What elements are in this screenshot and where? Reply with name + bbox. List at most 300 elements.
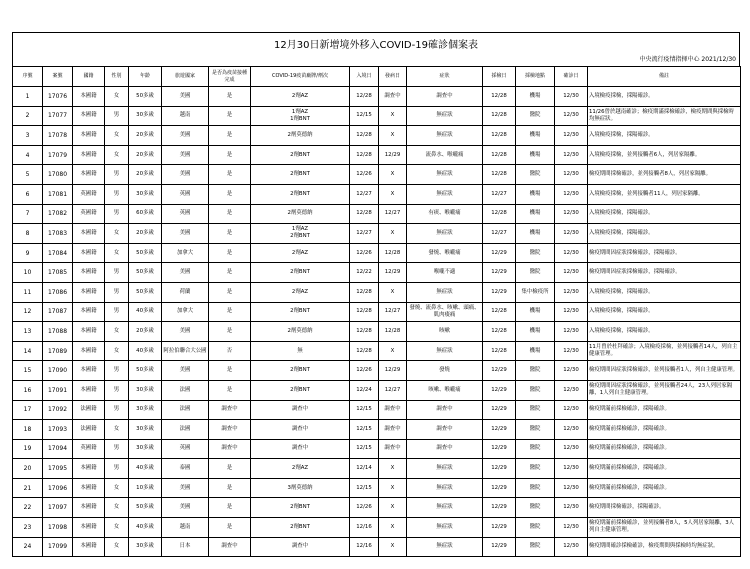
table-cell: 12/30 xyxy=(555,302,588,322)
table-row xyxy=(13,204,741,224)
table-cell: 40多歲 xyxy=(129,518,162,538)
table-cell: 本國籍 xyxy=(73,459,105,479)
table-cell: 女 xyxy=(105,126,129,146)
table-cell: 17078 xyxy=(43,126,73,146)
table-cell: 11月曾於杜拜確診；入境檢疫採檢，並列接觸者14人，列自主健康管理。 xyxy=(588,341,741,361)
table-row xyxy=(13,243,741,263)
table-cell: 醫院 xyxy=(516,243,555,263)
table-cell: 12/30 xyxy=(555,380,588,400)
table-cell: 12/30 xyxy=(555,126,588,146)
table-cell: 機場 xyxy=(516,341,555,361)
table-cell: 40多歲 xyxy=(129,341,162,361)
table-cell: 60多歲 xyxy=(129,204,162,224)
table-cell: 17076 xyxy=(43,87,73,107)
table-cell: 12/30 xyxy=(555,184,588,204)
table-cell: 集中檢疫所 xyxy=(516,282,555,302)
table-cell: 醫院 xyxy=(516,537,555,557)
table-cell: 機場 xyxy=(516,87,555,107)
table-cell: 越南 xyxy=(162,518,209,538)
table-cell: 2 xyxy=(13,106,43,126)
table-cell: 英國籍 xyxy=(73,439,105,459)
table-cell: 40多歲 xyxy=(129,459,162,479)
table-cell: 是 xyxy=(209,87,251,107)
table-cell: 7 xyxy=(13,204,43,224)
table-cell: 入境檢疫採檢，採陽確診。 xyxy=(588,126,741,146)
table-cell: 男 xyxy=(105,400,129,420)
table-cell: 11/26曾於越南確診；檢疫期滿採檢確診，檢疫期間與採檢時均無症狀。 xyxy=(588,106,741,126)
column-header: 旅遊國家 xyxy=(162,67,209,87)
table-cell: 30多歲 xyxy=(129,380,162,400)
table-cell: 17093 xyxy=(43,420,73,440)
table-cell: 2劑BNT xyxy=(251,361,350,381)
table-cell: 本國籍 xyxy=(73,106,105,126)
table-cell: 17087 xyxy=(43,302,73,322)
table-row xyxy=(13,518,741,538)
table-cell: 男 xyxy=(105,439,129,459)
table-cell: 檢疫期滿前採檢確診，採陽確診。 xyxy=(588,459,741,479)
table-cell: 無症狀 xyxy=(407,106,483,126)
table-cell: 17079 xyxy=(43,145,73,165)
table-cell: 12/28 xyxy=(483,87,516,107)
table-cell: 22 xyxy=(13,498,43,518)
table-cell: 1 xyxy=(13,87,43,107)
table-cell: 17092 xyxy=(43,400,73,420)
table-cell: X xyxy=(379,478,407,498)
table-cell: 入境檢疫採檢，採陽確診。 xyxy=(588,204,741,224)
table-cell: 12/26 xyxy=(350,361,379,381)
table-cell: 12/27 xyxy=(379,302,407,322)
column-header: 年齡 xyxy=(129,67,162,87)
table-cell: 1劑AZ 2劑BNT xyxy=(251,224,350,244)
table-cell: 是 xyxy=(209,165,251,185)
table-cell: 12/29 xyxy=(483,518,516,538)
table-cell: 50多歲 xyxy=(129,263,162,283)
table-cell: 女 xyxy=(105,478,129,498)
table-cell: 12/29 xyxy=(483,498,516,518)
table-cell: 16 xyxy=(13,380,43,400)
table-cell: 調查中 xyxy=(251,537,350,557)
table-cell: 醫院 xyxy=(516,380,555,400)
table-cell: 美國 xyxy=(162,126,209,146)
table-cell: 30多歲 xyxy=(129,400,162,420)
table-cell: 12/28 xyxy=(350,204,379,224)
table-body xyxy=(13,87,741,557)
table-cell: 12/30 xyxy=(555,498,588,518)
table-row xyxy=(13,322,741,342)
table-cell: 本國籍 xyxy=(73,263,105,283)
table-cell: 12/27 xyxy=(379,380,407,400)
table-cell: 是 xyxy=(209,302,251,322)
table-cell: 12/27 xyxy=(483,184,516,204)
table-cell: 2劑BNT xyxy=(251,145,350,165)
table-row xyxy=(13,106,741,126)
table-cell: 檢疫期間採檢確診，並列接觸者8人，列居家隔離。 xyxy=(588,165,741,185)
table-cell: 發燒、流鼻水、咳嗽、頭痛、肌肉痠痛 xyxy=(407,302,483,322)
table-row xyxy=(13,400,741,420)
table-cell: 12/30 xyxy=(555,224,588,244)
table-cell: 50多歲 xyxy=(129,243,162,263)
table-cell: 23 xyxy=(13,518,43,538)
table-cell: 本國籍 xyxy=(73,498,105,518)
table-cell: 醫院 xyxy=(516,263,555,283)
table-cell: 12/15 xyxy=(350,400,379,420)
table-cell: 無症狀 xyxy=(407,341,483,361)
table-cell: 17 xyxy=(13,400,43,420)
table-cell: 檢疫期滿前採檢確診，採陽確診。 xyxy=(588,478,741,498)
table-cell: 20多歲 xyxy=(129,322,162,342)
table-cell: 12/16 xyxy=(350,537,379,557)
table-cell: 5 xyxy=(13,165,43,185)
table-row xyxy=(13,341,741,361)
table-cell: 20多歲 xyxy=(129,126,162,146)
table-cell: 醫院 xyxy=(516,106,555,126)
table-cell: 法國籍 xyxy=(73,400,105,420)
table-cell: 12/29 xyxy=(483,459,516,479)
table-cell: 是 xyxy=(209,498,251,518)
table-cell: X xyxy=(379,459,407,479)
table-cell: 1劑AZ 1劑BNT xyxy=(251,106,350,126)
table-cell: 10 xyxy=(13,263,43,283)
column-header: 症狀 xyxy=(407,67,483,87)
table-cell: 12/30 xyxy=(555,478,588,498)
table-cell: 17080 xyxy=(43,165,73,185)
table-cell: 檢疫期間確診採檢確診，檢疫期間與採檢時均無症狀。 xyxy=(588,537,741,557)
table-cell: 機場 xyxy=(516,204,555,224)
table-cell: 調查中 xyxy=(251,439,350,459)
table-cell: 12/24 xyxy=(350,380,379,400)
table-cell: 醫院 xyxy=(516,361,555,381)
table-cell: 是 xyxy=(209,380,251,400)
table-cell: 美國 xyxy=(162,263,209,283)
table-cell: X xyxy=(379,184,407,204)
table-cell: 30多歲 xyxy=(129,184,162,204)
table-cell: 17077 xyxy=(43,106,73,126)
table-cell: 是 xyxy=(209,478,251,498)
table-row xyxy=(13,361,741,381)
table-cell: 50多歲 xyxy=(129,361,162,381)
table-cell: 機場 xyxy=(516,145,555,165)
table-cell: 12/30 xyxy=(555,459,588,479)
table-cell: 本國籍 xyxy=(73,518,105,538)
table-cell: 21 xyxy=(13,478,43,498)
table-cell: 12/30 xyxy=(555,204,588,224)
table-cell: 12/28 xyxy=(350,322,379,342)
table-cell: 調查中 xyxy=(379,439,407,459)
table-cell: 調查中 xyxy=(209,439,251,459)
table-cell: 無症狀 xyxy=(407,518,483,538)
table-cell: 12/27 xyxy=(350,184,379,204)
table-cell: 12/26 xyxy=(350,165,379,185)
table-cell: 12/30 xyxy=(555,282,588,302)
table-cell: 12/28 xyxy=(350,341,379,361)
table-cell: 本國籍 xyxy=(73,341,105,361)
table-cell: 喉嚨不適 xyxy=(407,263,483,283)
table-cell: 2劑BNT xyxy=(251,518,350,538)
table-cell: 本國籍 xyxy=(73,87,105,107)
table-cell: 無症狀 xyxy=(407,537,483,557)
table-cell: 女 xyxy=(105,224,129,244)
table-cell: X xyxy=(379,282,407,302)
table-cell: 12/29 xyxy=(483,380,516,400)
table-cell: 調查中 xyxy=(379,420,407,440)
table-cell: X xyxy=(379,106,407,126)
table-cell: 14 xyxy=(13,341,43,361)
table-cell: 17085 xyxy=(43,263,73,283)
table-cell: 男 xyxy=(105,361,129,381)
table-cell: 男 xyxy=(105,184,129,204)
table-cell: 2劑BNT xyxy=(251,498,350,518)
table-row xyxy=(13,126,741,146)
table-cell: 本國籍 xyxy=(73,224,105,244)
table-cell: 12/30 xyxy=(555,439,588,459)
table-cell: 12/28 xyxy=(483,106,516,126)
table-cell: 男 xyxy=(105,263,129,283)
table-cell: 17095 xyxy=(43,459,73,479)
table-cell: 女 xyxy=(105,243,129,263)
table-cell: 12/30 xyxy=(555,341,588,361)
table-cell: 調查中 xyxy=(251,400,350,420)
table-cell: 醫院 xyxy=(516,400,555,420)
table-cell: 30多歲 xyxy=(129,106,162,126)
table-row xyxy=(13,498,741,518)
table-row xyxy=(13,439,741,459)
table-cell: 12/28 xyxy=(350,126,379,146)
case-table-sheet xyxy=(12,32,740,557)
table-cell: 日本 xyxy=(162,537,209,557)
table-cell: 15 xyxy=(13,361,43,381)
table-cell: 12/15 xyxy=(350,106,379,126)
table-cell: 本國籍 xyxy=(73,282,105,302)
table-cell: 是 xyxy=(209,263,251,283)
table-cell: 20多歲 xyxy=(129,224,162,244)
table-cell: 是 xyxy=(209,322,251,342)
table-cell: 12/30 xyxy=(555,145,588,165)
table-cell: 美國 xyxy=(162,478,209,498)
table-cell: 是 xyxy=(209,145,251,165)
table-cell: 6 xyxy=(13,184,43,204)
table-cell: 調查中 xyxy=(251,420,350,440)
table-cell: 咳嗽、喉嚨痛 xyxy=(407,380,483,400)
table-cell: 泰國 xyxy=(162,459,209,479)
column-header: COVID-19疫苗廠牌/劑次 xyxy=(251,67,350,87)
table-cell: 本國籍 xyxy=(73,322,105,342)
table-cell: 12/27 xyxy=(379,204,407,224)
table-cell: 12/14 xyxy=(350,459,379,479)
table-cell: 12/28 xyxy=(483,145,516,165)
table-cell: 2劑BNT xyxy=(251,380,350,400)
table-cell: 醫院 xyxy=(516,420,555,440)
table-cell: 入境檢疫採檢，採陽確診。 xyxy=(588,322,741,342)
table-cell: 12/16 xyxy=(350,518,379,538)
table-cell: 醫院 xyxy=(516,518,555,538)
table-cell: 3 xyxy=(13,126,43,146)
table-cell: X xyxy=(379,518,407,538)
table-cell: 2劑AZ xyxy=(251,243,350,263)
table-row xyxy=(13,224,741,244)
table-cell: 美國 xyxy=(162,361,209,381)
table-cell: 17089 xyxy=(43,341,73,361)
table-cell: 12/29 xyxy=(379,361,407,381)
table-cell: 12/30 xyxy=(555,361,588,381)
table-cell: 是 xyxy=(209,106,251,126)
table-cell: 英國 xyxy=(162,439,209,459)
table-cell: 檢疫期間因症狀採檢確診，並列接觸者24人，23人列居家隔離，1人列自主健康管理。 xyxy=(588,380,741,400)
table-cell: 調查中 xyxy=(407,439,483,459)
table-cell: 17098 xyxy=(43,518,73,538)
table-cell: 法國 xyxy=(162,420,209,440)
table-cell: 本國籍 xyxy=(73,361,105,381)
table-cell: 檢疫期滿前採檢確診，採陽確診。 xyxy=(588,420,741,440)
table-cell: 30多歲 xyxy=(129,420,162,440)
table-cell: 17090 xyxy=(43,361,73,381)
table-cell: 12/30 xyxy=(555,263,588,283)
table-cell: 12/26 xyxy=(350,243,379,263)
table-cell: 檢疫期間因症狀採檢確診，採陽確診。 xyxy=(588,263,741,283)
table-cell: X xyxy=(379,341,407,361)
table-cell: 20多歲 xyxy=(129,145,162,165)
table-cell: 12/28 xyxy=(483,165,516,185)
table-cell: 醫院 xyxy=(516,498,555,518)
table-row xyxy=(13,459,741,479)
table-cell: 加拿大 xyxy=(162,243,209,263)
table-cell: 女 xyxy=(105,145,129,165)
table-cell: 2劑AZ xyxy=(251,87,350,107)
table-cell: 入境檢疫採檢，採陽確診。 xyxy=(588,224,741,244)
table-cell: 50多歲 xyxy=(129,498,162,518)
column-header: 採檢日 xyxy=(483,67,516,87)
table-cell: 男 xyxy=(105,165,129,185)
table-cell: 12/28 xyxy=(483,302,516,322)
table-cell: 本國籍 xyxy=(73,126,105,146)
table-cell: 美國 xyxy=(162,145,209,165)
table-cell: 12/27 xyxy=(483,224,516,244)
table-cell: 調查中 xyxy=(407,400,483,420)
table-cell: 12/15 xyxy=(350,439,379,459)
table-cell: 法國 xyxy=(162,400,209,420)
table-cell: 調查中 xyxy=(209,420,251,440)
table-cell: 8 xyxy=(13,224,43,244)
table-cell: 女 xyxy=(105,420,129,440)
table-cell: 無症狀 xyxy=(407,498,483,518)
column-header: 發病日 xyxy=(379,67,407,87)
table-cell: 發燒 xyxy=(407,361,483,381)
table-cell: 12/29 xyxy=(483,243,516,263)
table-cell: 入境檢疫採檢，並列接觸者6人，列居家隔離。 xyxy=(588,145,741,165)
table-cell: 17082 xyxy=(43,204,73,224)
table-cell: 檢疫期間因症狀採檢確診，採陽確診。 xyxy=(588,243,741,263)
table-cell: 女 xyxy=(105,341,129,361)
table-cell: 12/29 xyxy=(483,537,516,557)
table-cell: 12/15 xyxy=(350,420,379,440)
table-cell: 19 xyxy=(13,439,43,459)
table-cell: 12/29 xyxy=(483,361,516,381)
table-cell: 12/30 xyxy=(555,87,588,107)
table-cell: 無症狀 xyxy=(407,459,483,479)
table-cell: 檢疫期滿前採檢確診，採陽確診。 xyxy=(588,439,741,459)
table-row xyxy=(13,478,741,498)
column-header: 備註 xyxy=(588,67,741,87)
table-cell: 12/28 xyxy=(350,145,379,165)
table-cell: 檢疫期滿前採檢確診，並列接觸者8人，5人列居家隔離，3人列自主健康管理。 xyxy=(588,518,741,538)
table-cell: 機場 xyxy=(516,302,555,322)
table-cell: 本國籍 xyxy=(73,302,105,322)
table-cell: 本國籍 xyxy=(73,537,105,557)
table-cell: 無症狀 xyxy=(407,184,483,204)
table-cell: 調查中 xyxy=(407,87,483,107)
table-cell: 檢疫期間採檢確診，採陽確診。 xyxy=(588,498,741,518)
table-cell: 美國 xyxy=(162,165,209,185)
table-cell: 12/29 xyxy=(483,282,516,302)
table-cell: 10多歲 xyxy=(129,478,162,498)
table-cell: 是 xyxy=(209,126,251,146)
column-header: 是否為疫苗接種完成 xyxy=(209,67,251,87)
table-cell: 是 xyxy=(209,204,251,224)
table-cell: 12/30 xyxy=(555,420,588,440)
table-cell: 女 xyxy=(105,322,129,342)
table-cell: 荷蘭 xyxy=(162,282,209,302)
table-cell: 美國 xyxy=(162,322,209,342)
table-cell: 17097 xyxy=(43,498,73,518)
table-cell: 男 xyxy=(105,204,129,224)
table-cell: 12/28 xyxy=(350,302,379,322)
table-row xyxy=(13,380,741,400)
table-cell: 醫院 xyxy=(516,478,555,498)
table-cell: 13 xyxy=(13,322,43,342)
source-line: 中央流行疫情指揮中心 2021/12/30 xyxy=(12,53,740,66)
table-cell: 12/29 xyxy=(379,263,407,283)
table-cell: X xyxy=(379,498,407,518)
table-cell: 30多歲 xyxy=(129,537,162,557)
table-row xyxy=(13,420,741,440)
table-cell: 入境檢疫採檢，採陽確診。 xyxy=(588,302,741,322)
table-cell: 4 xyxy=(13,145,43,165)
table-cell: 17084 xyxy=(43,243,73,263)
table-cell: 醫院 xyxy=(516,439,555,459)
table-cell: 英國籍 xyxy=(73,184,105,204)
table-cell: 是 xyxy=(209,243,251,263)
table-cell: 無症狀 xyxy=(407,478,483,498)
table-cell: 是 xyxy=(209,224,251,244)
table-cell: 是 xyxy=(209,282,251,302)
column-header: 採檢地點 xyxy=(516,67,555,87)
table-cell: 有痰、喉嚨痛 xyxy=(407,204,483,224)
table-cell: 12/29 xyxy=(483,478,516,498)
table-cell: 是 xyxy=(209,459,251,479)
table-cell: 男 xyxy=(105,380,129,400)
column-header: 國籍 xyxy=(73,67,105,87)
table-cell: 12/29 xyxy=(483,263,516,283)
table-cell: 24 xyxy=(13,537,43,557)
table-cell: 無 xyxy=(251,341,350,361)
table-cell: 12/28 xyxy=(483,126,516,146)
table-cell: 本國籍 xyxy=(73,243,105,263)
table-cell: 法國 xyxy=(162,380,209,400)
table-cell: 入境檢疫採檢，並列接觸者11人，列居家隔離。 xyxy=(588,184,741,204)
table-cell: 調查中 xyxy=(209,537,251,557)
table-cell: 機場 xyxy=(516,184,555,204)
table-row xyxy=(13,263,741,283)
table-cell: 2劑莫德納 xyxy=(251,126,350,146)
table-cell: 12/22 xyxy=(350,263,379,283)
column-header: 序號 xyxy=(13,67,43,87)
case-table xyxy=(12,66,741,557)
table-cell: 男 xyxy=(105,302,129,322)
table-cell: 17086 xyxy=(43,282,73,302)
table-cell: 男 xyxy=(105,106,129,126)
table-cell: X xyxy=(379,537,407,557)
table-cell: 17094 xyxy=(43,439,73,459)
table-cell: 12/29 xyxy=(483,420,516,440)
